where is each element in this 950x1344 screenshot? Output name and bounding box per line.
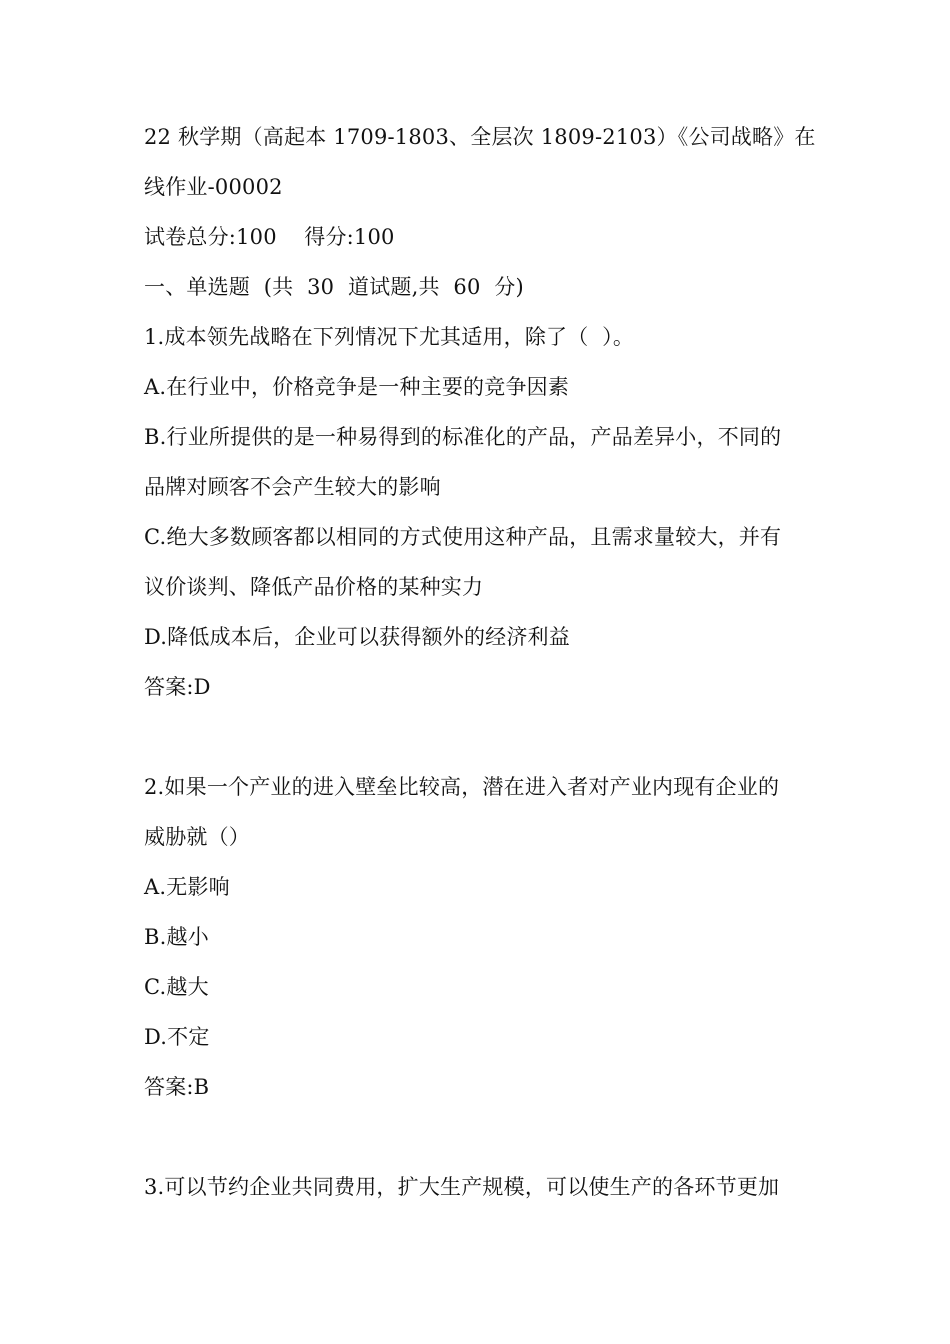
spacer bbox=[144, 712, 808, 762]
option-d: D.降低成本后，企业可以获得额外的经济利益 bbox=[144, 625, 570, 649]
option-b: B.越小 bbox=[144, 925, 209, 949]
option-c: C.越大 bbox=[144, 975, 209, 999]
document-title-line-2: 线作业-00002 bbox=[144, 175, 283, 199]
question-stem-line: 1.成本领先战略在下列情况下尤其适用，除了（ ）。 bbox=[144, 325, 635, 349]
score-line: 试卷总分:100 得分:100 bbox=[144, 225, 395, 249]
question-1 bbox=[144, 312, 808, 712]
option-b-line-1: B.行业所提供的是一种易得到的标准化的产品，产品差异小，不同的 bbox=[144, 425, 782, 449]
option-c-line-2: 议价谈判、降低产品价格的某种实力 bbox=[144, 575, 484, 599]
question-stem-line-1: 3.可以节约企业共同费用，扩大生产规模，可以使生产的各环节更加 bbox=[144, 1175, 780, 1199]
option-c-line-1: C.绝大多数顾客都以相同的方式使用这种产品，且需求量较大，并有 bbox=[144, 525, 782, 549]
option-a: A.在行业中，价格竞争是一种主要的竞争因素 bbox=[144, 375, 570, 399]
question-2 bbox=[144, 762, 808, 1112]
option-d: D.不定 bbox=[144, 1025, 210, 1049]
spacer bbox=[144, 1112, 808, 1162]
answer-label: 答案:D bbox=[144, 675, 211, 699]
question-stem-line-2: 威胁就（） bbox=[144, 825, 250, 849]
section-heading: 一、单选题 (共 30 道试题,共 60 分) bbox=[144, 275, 524, 299]
document-title-line-1: 22 秋学期（高起本 1709-1803、全层次 1809-2103）《公司战略》在 bbox=[144, 125, 816, 149]
question-stem-line-1: 2.如果一个产业的进入壁垒比较高，潜在进入者对产业内现有企业的 bbox=[144, 775, 780, 799]
option-a: A.无影响 bbox=[144, 875, 230, 899]
question-3 bbox=[144, 1162, 808, 1212]
answer-label: 答案:B bbox=[144, 1075, 210, 1099]
document-page bbox=[144, 112, 816, 1212]
option-b-line-2: 品牌对顾客不会产生较大的影响 bbox=[144, 475, 441, 499]
